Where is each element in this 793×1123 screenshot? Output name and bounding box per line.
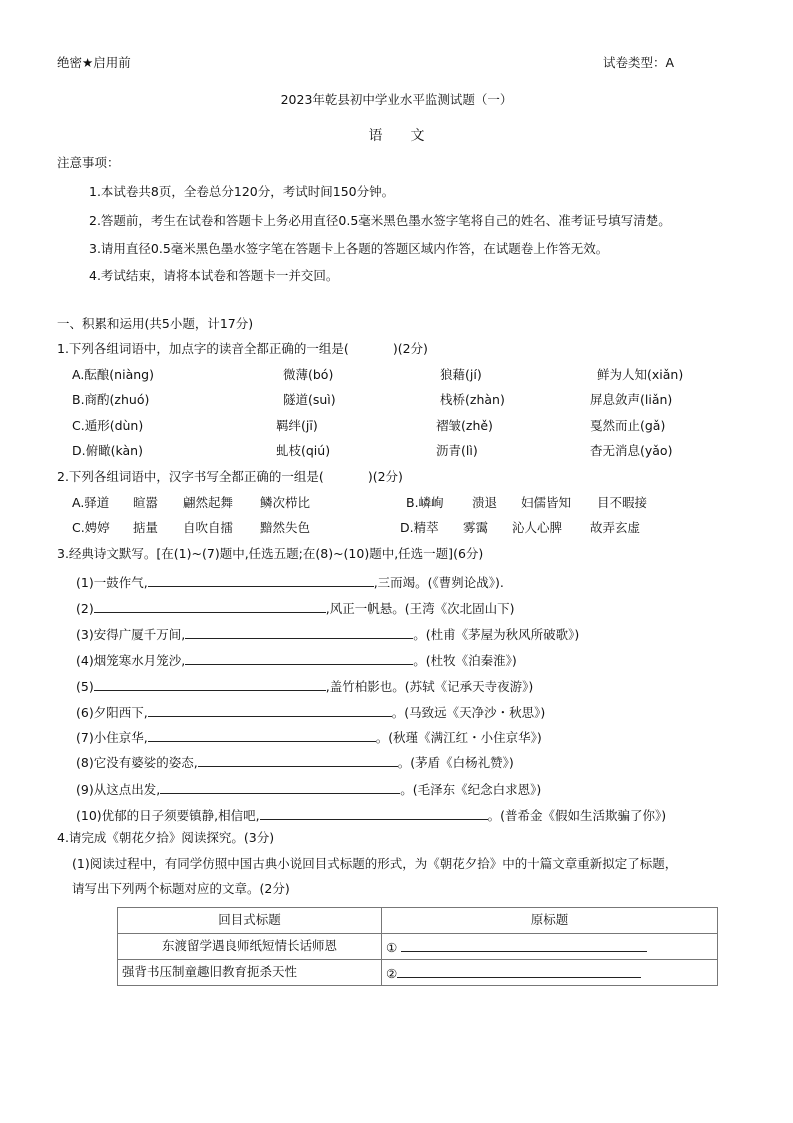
q2-option-b-3: 妇儒皆知 bbox=[521, 495, 572, 510]
answer-blank[interactable] bbox=[185, 626, 413, 639]
secrecy-label: 绝密★启用前 bbox=[57, 55, 131, 70]
answer-blank[interactable] bbox=[198, 754, 398, 767]
q1-option-c-3: 褶皱(zhě) bbox=[436, 418, 493, 433]
q1-option-c-2: 羁绊(jī) bbox=[276, 418, 318, 433]
section-title: 一、积累和运用(共5小题，计17分) bbox=[57, 316, 254, 331]
note-item: 4.考试结束，请将本试卷和答题卡一并交回。 bbox=[89, 268, 339, 283]
q2-option-d-4: 故弄玄虚 bbox=[590, 520, 641, 535]
q1-option-d-1: D.俯瞰(kàn) bbox=[72, 443, 143, 458]
answer-blank[interactable] bbox=[94, 678, 326, 691]
q1-option-b-3: 栈桥(zhàn) bbox=[440, 392, 505, 407]
q2-option-d-1: D.精萃 bbox=[400, 520, 439, 535]
q1-option-a-3: 狼藉(jí) bbox=[440, 367, 482, 382]
q4-sub1-line2: 请写出下列两个标题对应的文章。(2分) bbox=[72, 881, 290, 896]
q2-option-c-3: 自吹自擂 bbox=[183, 520, 234, 535]
table-header: 原标题 bbox=[382, 908, 718, 934]
q2-option-b-1: B.嶙峋 bbox=[406, 495, 444, 510]
answer-blank[interactable] bbox=[260, 807, 488, 820]
q1-option-d-4: 杳无消息(yǎo) bbox=[590, 443, 673, 458]
title-table bbox=[117, 907, 718, 986]
q2-option-a-4: 鳞次栉比 bbox=[260, 495, 311, 510]
q2-option-d-2: 雾霭 bbox=[463, 520, 489, 535]
recite-line: (4)烟笼寒水月笼沙, 。(杜牧《泊秦淮》) bbox=[76, 653, 517, 668]
recite-line: (10)优郁的日子须要镇静,相信吧, 。(普希金《假如生活欺骗了你》) bbox=[76, 808, 667, 823]
note-item: 1.本试卷共8页，全卷总分120分，考试时间150分钟。 bbox=[89, 184, 395, 199]
table-row bbox=[118, 960, 718, 986]
q1-option-c-4: 戛然而止(gǎ) bbox=[590, 418, 666, 433]
answer-blank[interactable] bbox=[160, 781, 400, 794]
q1-option-a-4: 鲜为人知(xiǎn) bbox=[597, 367, 684, 382]
answer-blank[interactable] bbox=[94, 600, 326, 613]
recite-line: (5) ,盖竹柏影也。(苏轼《记承天寺夜游》) bbox=[76, 679, 534, 694]
subject-title: 语 文 bbox=[368, 128, 425, 144]
q4-sub1-line1: (1)阅读过程中，有同学仿照中国古典小说回目式标题的形式，为《朝花夕拾》中的十篇文章重新拟定了标题， bbox=[72, 856, 678, 871]
note-item: 3.请用直径0.5毫米黑色墨水签字笔在答题卡上各题的答题区域内作答，在试题卷上作答无效。 bbox=[89, 241, 609, 256]
q2-option-b-2: 溃退 bbox=[472, 495, 498, 510]
answer-blank[interactable] bbox=[185, 652, 413, 665]
table-cell: 东渡留学遇良师纸短情长话师恩 bbox=[118, 934, 382, 960]
paper-type-label: 试卷类型：A bbox=[603, 55, 675, 70]
q1-option-b-2: 隧道(suì) bbox=[283, 392, 336, 407]
q2-option-a-2: 暄嚣 bbox=[133, 495, 159, 510]
table-cell: 强背书压制童趣旧教育扼杀天性 bbox=[118, 960, 382, 986]
q2-option-c-1: C.娉婷 bbox=[72, 520, 110, 535]
answer-cell[interactable]: ② bbox=[382, 960, 718, 986]
answer-cell[interactable]: ① bbox=[382, 934, 718, 960]
recite-line: (3)安得广厦千万间, 。(杜甫《茅屋为秋风所破歌》) bbox=[76, 627, 580, 642]
q1-option-a-2: 微薄(bó) bbox=[283, 367, 334, 382]
q2-option-c-2: 掂量 bbox=[133, 520, 159, 535]
q1-option-a-1: A.酝酿(niàng) bbox=[72, 367, 154, 382]
q2-option-d-3: 沁人心脾 bbox=[512, 520, 563, 535]
exam-title: 2023年乾县初中学业水平监测试题（一） bbox=[280, 92, 513, 107]
question-1-stem: 1.下列各组词语中，加点字的读音全都正确的一组是( )(2分) bbox=[57, 341, 428, 356]
q1-option-c-1: C.遁形(dùn) bbox=[72, 418, 144, 433]
q1-option-b-1: B.商酌(zhuó) bbox=[72, 392, 150, 407]
q2-option-a-1: A.驿道 bbox=[72, 495, 110, 510]
answer-blank[interactable] bbox=[148, 704, 392, 717]
q1-option-d-3: 沥青(lì) bbox=[436, 443, 478, 458]
answer-blank[interactable] bbox=[148, 729, 376, 742]
question-3-stem: 3.经典诗文默写。[在(1)~(7)题中,任选五题;在(8)~(10)题中,任选一题](6分) bbox=[57, 546, 484, 561]
recite-line: (8)它没有婆娑的姿态, 。(茅盾《白杨礼赞》) bbox=[76, 755, 514, 770]
q2-option-b-4: 目不暇接 bbox=[597, 495, 648, 510]
q1-option-b-4: 屏息敛声(liǎn) bbox=[590, 392, 673, 407]
q2-option-a-3: 翩然起舞 bbox=[183, 495, 234, 510]
recite-line: (1)一鼓作气, ,三而竭。(《曹刿论战》). bbox=[76, 575, 504, 590]
question-4-stem: 4.请完成《朝花夕拾》阅读探究。(3分) bbox=[57, 830, 275, 845]
q1-option-d-2: 虬枝(qiú) bbox=[276, 443, 331, 458]
note-item: 2.答题前，考生在试卷和答题卡上务必用直径0.5毫米黑色墨水签字笔将自己的姓名、准考证号填写清楚。 bbox=[89, 213, 671, 228]
notes-title: 注意事项： bbox=[57, 155, 120, 170]
recite-line: (9)从这点出发, 。(毛泽东《纪念白求恩》) bbox=[76, 782, 542, 797]
answer-blank[interactable] bbox=[148, 574, 374, 587]
question-2-stem: 2.下列各组词语中，汉字书写全都正确的一组是( )(2分) bbox=[57, 469, 403, 484]
recite-line: (2) ,风正一帆悬。(王湾《次北固山下) bbox=[76, 601, 515, 616]
table-header: 回目式标题 bbox=[118, 908, 382, 934]
table-row bbox=[118, 934, 718, 960]
q2-option-c-4: 黯然失色 bbox=[260, 520, 311, 535]
recite-line: (6)夕阳西下, 。(马致远《天净沙・秋思》) bbox=[76, 705, 546, 720]
recite-line: (7)小住京华, 。(秋瑾《满江红・小住京华》) bbox=[76, 730, 542, 745]
